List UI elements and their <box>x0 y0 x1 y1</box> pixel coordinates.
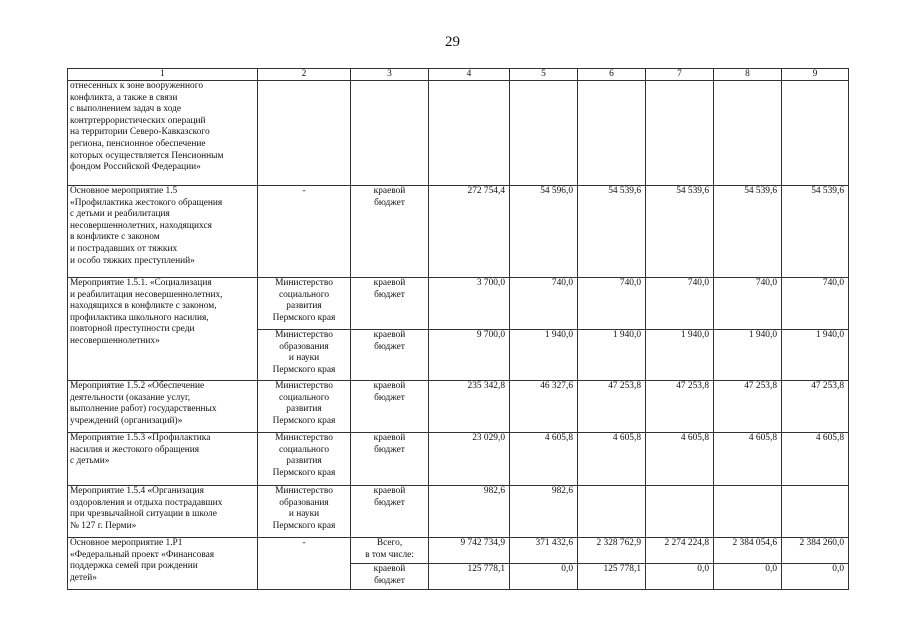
column-header: 7 <box>646 69 714 81</box>
amount-year: 2 384 260,0 <box>782 538 849 564</box>
column-header: 5 <box>510 69 578 81</box>
activity-name: Основное мероприятие 1.5 «Профилактика жестокого обращения с детьми и реабилитация несовершеннолетних, находящихся в конфликте с законом и пострадавших от тяжких и особо тяжких преступлений» <box>68 186 258 278</box>
amount-year: 1 940,0 <box>782 330 849 381</box>
column-header: 8 <box>714 69 782 81</box>
amount-year <box>782 486 849 538</box>
activity-name: Мероприятие 1.5.3 «Профилактика насилия и жестокого обращения с детьми» <box>68 433 258 486</box>
executor: Министерство образования и науки Пермского края <box>258 486 351 538</box>
amount-year: 125 778,1 <box>578 564 646 590</box>
funding-source: краевой бюджет <box>351 330 429 381</box>
amount-year: 1 940,0 <box>510 330 578 381</box>
funding-source: краевой бюджет <box>351 433 429 486</box>
activity-name: отнесенных к зоне вооруженного конфликта, а также в связи с выполнением задач в ходе контртеррористических операций на территории Северо-Кавказского региона, пенсионное обеспечение которых осуществляется Пенсионным фондом Российской Федерации» <box>68 81 258 186</box>
amount-year: 46 327,6 <box>510 381 578 433</box>
funding-source: краевой бюджет <box>351 186 429 278</box>
amount-year: 740,0 <box>510 278 578 330</box>
column-header: 9 <box>782 69 849 81</box>
amount-year: 54 539,6 <box>782 186 849 278</box>
amount-year: 54 596,0 <box>510 186 578 278</box>
amount-year: 4 605,8 <box>510 433 578 486</box>
amount-year: 371 432,6 <box>510 538 578 564</box>
table-row <box>68 486 849 538</box>
executor: Министерство социального развития Пермского края <box>258 381 351 433</box>
amount-total: 272 754,4 <box>429 186 510 278</box>
amount-year: 1 940,0 <box>646 330 714 381</box>
amount-year: 4 605,8 <box>714 433 782 486</box>
table-row <box>68 186 849 278</box>
amount-year: 0,0 <box>510 564 578 590</box>
budget-table <box>67 68 849 590</box>
executor <box>258 81 351 186</box>
amount-total: 9 742 734,9 <box>429 538 510 564</box>
table-row <box>68 81 849 186</box>
amount-year: 982,6 <box>510 486 578 538</box>
amount-year: 740,0 <box>578 278 646 330</box>
amount-year <box>578 81 646 186</box>
column-header: 2 <box>258 69 351 81</box>
activity-name: Мероприятие 1.5.2 «Обеспечение деятельности (оказание услуг, выполнение работ) государственных учреждений (организаций)» <box>68 381 258 433</box>
amount-year <box>782 81 849 186</box>
amount-year <box>510 81 578 186</box>
amount-year <box>646 486 714 538</box>
column-header: 4 <box>429 69 510 81</box>
table-row <box>68 381 849 433</box>
amount-year <box>578 486 646 538</box>
executor: - <box>258 538 351 590</box>
amount-year: 2 328 762,9 <box>578 538 646 564</box>
amount-year: 4 605,8 <box>646 433 714 486</box>
funding-source: краевой бюджет <box>351 381 429 433</box>
amount-year <box>646 81 714 186</box>
funding-source: краевой бюджет <box>351 486 429 538</box>
amount-total: 23 029,0 <box>429 433 510 486</box>
executor: - <box>258 186 351 278</box>
executor: Министерство образования и науки Пермского края <box>258 330 351 381</box>
amount-year: 1 940,0 <box>578 330 646 381</box>
amount-total <box>429 81 510 186</box>
amount-year: 1 940,0 <box>714 330 782 381</box>
amount-year: 2 274 224,8 <box>646 538 714 564</box>
funding-source: краевой бюджет <box>351 564 429 590</box>
amount-year: 740,0 <box>782 278 849 330</box>
amount-year: 740,0 <box>646 278 714 330</box>
activity-name: Мероприятие 1.5.4 «Организация оздоровления и отдыха пострадавших при чрезвычайной ситуации в школе № 127 г. Перми» <box>68 486 258 538</box>
amount-total: 235 342,8 <box>429 381 510 433</box>
amount-year: 54 539,6 <box>714 186 782 278</box>
amount-year: 47 253,8 <box>646 381 714 433</box>
executor: Министерство социального развития Пермского края <box>258 433 351 486</box>
amount-year: 2 384 054,6 <box>714 538 782 564</box>
amount-year: 4 605,8 <box>578 433 646 486</box>
amount-total: 3 700,0 <box>429 278 510 330</box>
amount-year: 0,0 <box>782 564 849 590</box>
amount-year: 54 539,6 <box>646 186 714 278</box>
table-row <box>68 538 849 564</box>
page-number: 29 <box>445 34 460 50</box>
amount-total: 982,6 <box>429 486 510 538</box>
column-header: 1 <box>68 69 258 81</box>
table-row <box>68 433 849 486</box>
funding-source <box>351 81 429 186</box>
amount-year: 47 253,8 <box>714 381 782 433</box>
column-numbers-row <box>68 69 849 81</box>
table-row <box>68 278 849 330</box>
amount-year <box>714 81 782 186</box>
amount-total: 9 700,0 <box>429 330 510 381</box>
activity-name: Основное мероприятие 1.Р1 «Федеральный проект «Финансовая поддержка семей при рождении детей» <box>68 538 258 590</box>
amount-total: 125 778,1 <box>429 564 510 590</box>
funding-source: Всего, в том числе: <box>351 538 429 564</box>
activity-name: Мероприятие 1.5.1. «Социализация и реабилитация несовершеннолетних, находящихся в конфликте с законом, профилактика школьного насилия, повторной преступности среди несовершеннолетних» <box>68 278 258 381</box>
amount-year: 47 253,8 <box>578 381 646 433</box>
amount-year: 4 605,8 <box>782 433 849 486</box>
amount-year: 47 253,8 <box>782 381 849 433</box>
column-header: 3 <box>351 69 429 81</box>
column-header: 6 <box>578 69 646 81</box>
amount-year <box>714 486 782 538</box>
amount-year: 0,0 <box>714 564 782 590</box>
amount-year: 740,0 <box>714 278 782 330</box>
amount-year: 0,0 <box>646 564 714 590</box>
executor: Министерство социального развития Пермского края <box>258 278 351 330</box>
funding-source: краевой бюджет <box>351 278 429 330</box>
amount-year: 54 539,6 <box>578 186 646 278</box>
